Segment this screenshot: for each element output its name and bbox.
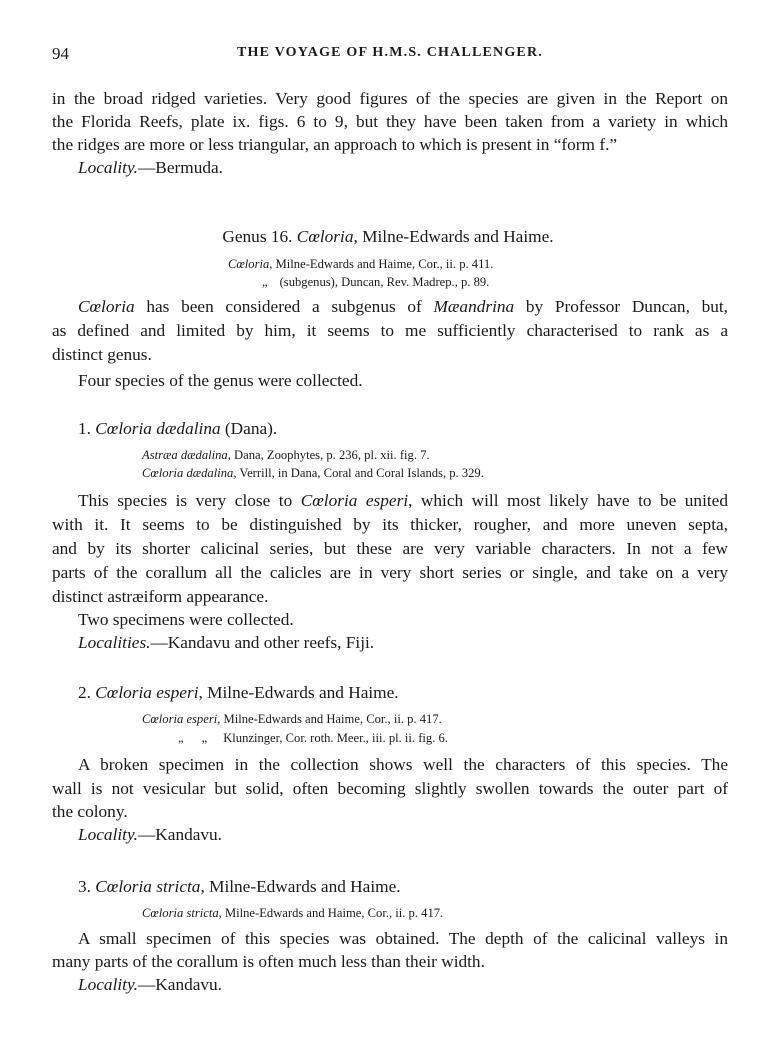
text-line: the colony. [52, 802, 128, 821]
text-line: as defined and limited by him, it seems to me sufficiently characterised to rank as a [52, 321, 728, 340]
text-span: , which will most likely have to be united [408, 491, 728, 510]
locality-value: —Bermuda. [138, 158, 223, 177]
synonym-line [178, 730, 448, 746]
text-line: in the broad ridged varieties. Very good figures of the species are given in the Report on [52, 89, 728, 108]
text-span: has been considered a subgenus of [134, 297, 434, 316]
taxon-name: Cœloria esperi [300, 491, 409, 510]
locality-value: —Kandavu. [138, 825, 223, 844]
genus-heading [0, 226, 776, 248]
running-title: THE VOYAGE OF H.M.S. CHALLENGER. [237, 45, 543, 60]
synonym-name: Cœloria stricta [142, 906, 219, 920]
text-line [78, 296, 728, 318]
text-line: parts of the corallum all the calicles are in very short series or single, and take on a very [52, 563, 728, 582]
text-line: Four species of the genus were collected. [78, 371, 363, 390]
synonym-line [142, 447, 430, 463]
synonym-line [142, 905, 443, 921]
text-line: wall is not vesicular but solid, often becoming slightly swollen towards the outer part of [52, 779, 728, 798]
species-name: Cœloria esperi [95, 683, 199, 702]
locality-line [78, 632, 374, 654]
synonym-line [262, 274, 489, 290]
locality-value: —Kandavu. [138, 975, 223, 994]
locality-line [78, 824, 222, 846]
species-authority: , Milne-Edwards and Haime. [200, 877, 401, 896]
synonym-name: Cœloria esperi [142, 712, 218, 726]
ditto-mark: „ [201, 731, 208, 745]
synonym-reference: , Verrill, in Dana, Coral and Coral Islands, p. 329. [233, 466, 484, 480]
species-number: 2. [78, 683, 96, 702]
taxon-name: Cœloria [78, 297, 135, 316]
ditto-mark: „ [178, 731, 184, 745]
species-heading [78, 418, 277, 440]
text-span: This species is very close to [78, 491, 301, 510]
locality-line [78, 157, 223, 179]
species-authority: , Milne-Edwards and Haime. [198, 683, 399, 702]
synonym-reference: (subgenus), Duncan, Rev. Madrep., p. 89. [279, 275, 490, 289]
synonym-reference: , Milne-Edwards and Haime, Cor., ii. p. 411. [269, 257, 494, 271]
genus-prefix: Genus 16. [222, 227, 297, 246]
synonym-name: Astræa dædalina [142, 448, 228, 462]
text-line [78, 490, 728, 512]
synonym-reference: , Dana, Zoophytes, p. 236, pl. xii. fig. 7. [227, 448, 430, 462]
genus-authority: , Milne-Edwards and Haime. [353, 227, 554, 246]
species-name: Cœloria stricta [95, 877, 201, 896]
page-number: 94 [52, 44, 69, 63]
synonym-name: Cœloria [228, 257, 270, 271]
text-line: A broken specimen in the collection shows well the characters of this species. The [78, 755, 728, 774]
species-number: 3. [78, 877, 96, 896]
synonym-name: Cœloria dædalina [142, 466, 234, 480]
synonym-line [142, 465, 484, 481]
locality-label: Locality. [78, 158, 139, 177]
text-line: the ridges are more or less triangular, an approach to which is present in “form f.” [52, 135, 618, 154]
locality-label: Locality. [78, 825, 139, 844]
synonym-reference: Klunzinger, Cor. roth. Meer., iii. pl. ii. fig. 6. [223, 731, 448, 745]
locality-value: —Kandavu and other reefs, Fiji. [150, 633, 375, 652]
text-line: and by its shorter calicinal series, but these are very variable characters. In not a few [52, 539, 728, 558]
taxon-name: Mæandrina [433, 297, 515, 316]
text-line: with it. It seems to be distinguished by its thicker, rougher, and more uneven septa, [52, 515, 728, 534]
text-line: many parts of the corallum is often much less than their width. [52, 952, 485, 971]
text-line: the Florida Reefs, plate ix. figs. 6 to 9, but they have been taken from a variety in which [52, 112, 728, 131]
synonym-line [142, 711, 442, 727]
text-line: distinct astræiform appearance. [52, 587, 269, 606]
species-name: Cœloria dædalina [95, 419, 221, 438]
species-heading [78, 876, 401, 898]
text-line: A small specimen of this species was obtained. The depth of the calicinal valleys in [78, 929, 728, 948]
text-line: Two specimens were collected. [78, 610, 294, 629]
genus-name: Cœloria [296, 227, 354, 246]
species-authority: (Dana). [220, 419, 278, 438]
ditto-mark: „ [262, 275, 268, 289]
species-heading [78, 682, 399, 704]
species-number: 1. [78, 419, 96, 438]
locality-label: Locality. [78, 975, 139, 994]
locality-label: Localities. [78, 633, 151, 652]
synonym-line [228, 256, 493, 272]
page-header [52, 44, 728, 68]
synonym-reference: , Milne-Edwards and Haime, Cor., ii. p. 417. [217, 712, 442, 726]
synonym-reference: , Milne-Edwards and Haime, Cor., ii. p. 417. [218, 906, 444, 920]
text-line: distinct genus. [52, 345, 152, 364]
text-span: by Professor Duncan, but, [514, 297, 728, 316]
locality-line [78, 974, 222, 996]
